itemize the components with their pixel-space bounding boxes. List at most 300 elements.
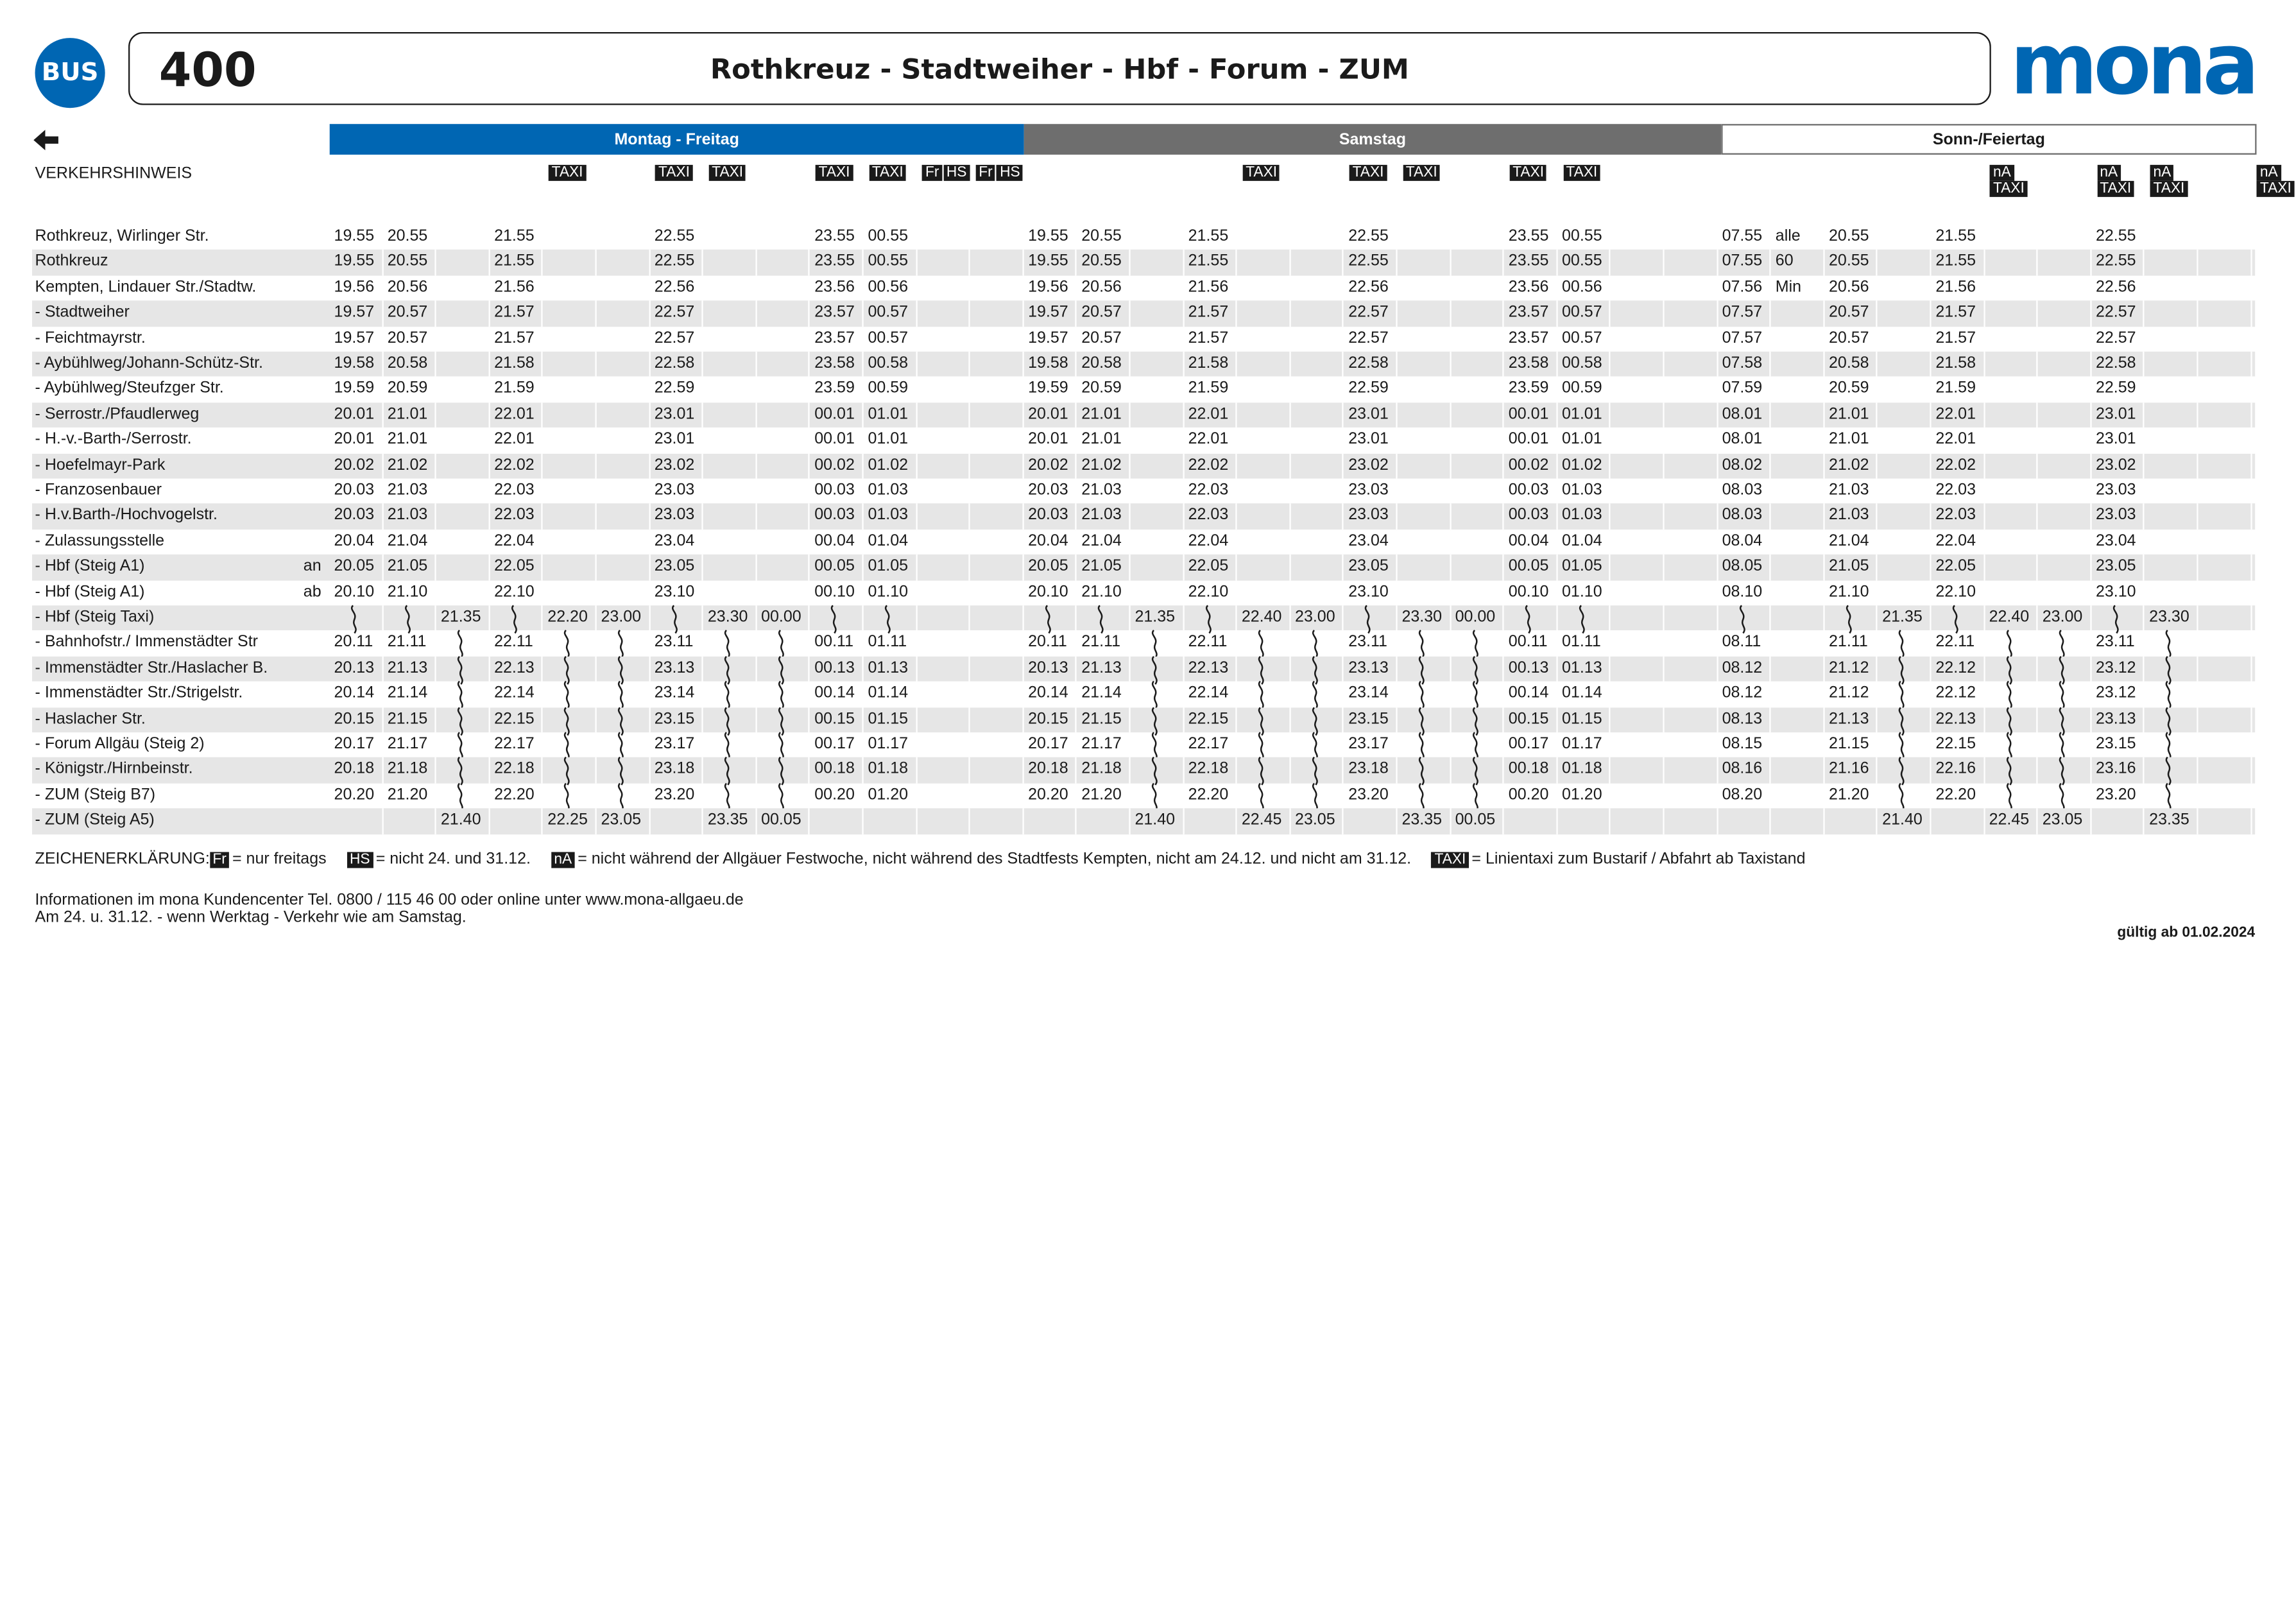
pass-through-squiggle: [1468, 732, 1483, 760]
time-cell: 00.00: [1451, 605, 1504, 631]
time-cell: 08.03: [1718, 504, 1771, 530]
time-cell: 23.01: [1348, 430, 1389, 449]
pass-through-squiggle: [561, 783, 576, 811]
column-note: [656, 165, 694, 181]
time-cell: [1290, 250, 1344, 276]
pass-through-squiggle: [828, 605, 843, 633]
pass-through-squiggle: [2002, 656, 2017, 684]
time-cell: 20.11: [1028, 633, 1067, 651]
time-cell: 21.17: [1081, 735, 1122, 753]
pass-through-squiggle: [1896, 631, 1910, 659]
pass-through-squiggle: [454, 732, 468, 760]
time-cell: [1290, 301, 1344, 327]
time-cell: [1451, 479, 1504, 504]
time-cell: [1985, 504, 2038, 530]
time-cell: [970, 453, 1024, 479]
pass-through-squiggle: [721, 732, 735, 760]
stop-name: - Hoefelmayr-Park: [35, 456, 166, 474]
time-cell: 07.59: [1722, 379, 1763, 398]
time-cell: [1878, 427, 1931, 453]
table-row: [32, 732, 2255, 758]
time-cell: 00.18: [1504, 758, 1557, 784]
time-cell: 21.04: [1829, 532, 1869, 550]
time-cell: 21.12: [1824, 656, 1878, 682]
time-cell: 00.14: [814, 684, 855, 702]
time-cell: [970, 758, 1024, 784]
time-cell: 23.35: [2145, 809, 2198, 834]
time-cell: 01.03: [868, 481, 909, 499]
time-cell: [1237, 275, 1290, 301]
time-cell: [1771, 377, 1824, 402]
time-cell: 21.01: [1824, 402, 1878, 428]
note-tag: nA: [2097, 165, 2121, 181]
time-cell: 21.02: [383, 453, 436, 479]
time-cell-pass: [1290, 656, 1344, 682]
pass-through-squiggle: [347, 605, 362, 633]
time-cell: [1878, 275, 1931, 301]
time-cell: [917, 809, 970, 834]
legend-text: = Linientaxi zum Bustarif / Abfahrt ab Taxistand: [1471, 850, 1806, 868]
time-cell: 22.59: [654, 379, 695, 398]
time-cell-pass: [436, 783, 490, 809]
time-cell: [1665, 682, 1718, 707]
time-cell: [2038, 377, 2091, 402]
time-cell: 22.45: [1985, 809, 2038, 834]
time-cell: [1985, 555, 2038, 580]
pass-through-squiggle: [2163, 707, 2177, 735]
time-cell: [1878, 504, 1931, 530]
time-cell-pass: [597, 783, 650, 809]
time-cell: 21.05: [1077, 555, 1130, 580]
time-cell: 00.05: [757, 809, 810, 834]
time-cell: [2145, 453, 2198, 479]
table-row: [32, 605, 2255, 631]
time-cell: 23.56: [1508, 278, 1549, 296]
time-cell: [970, 402, 1024, 428]
time-cell: [917, 377, 970, 402]
time-cell: 00.03: [1508, 481, 1549, 499]
time-cell: [1290, 275, 1344, 301]
time-cell: [1985, 479, 2038, 504]
time-cell: [2038, 479, 2091, 504]
time-cell: 01.15: [864, 707, 917, 733]
legend-item-hs: [347, 850, 530, 868]
time-cell-pass: [1878, 783, 1931, 809]
table-row: [32, 326, 2255, 352]
time-cell: [2198, 707, 2252, 733]
pass-through-squiggle: [775, 656, 789, 684]
pass-through-squiggle: [454, 656, 468, 684]
time-cell: [917, 427, 970, 453]
time-cell: 22.05: [1184, 555, 1237, 580]
time-cell: [703, 377, 757, 402]
time-cell: [1237, 225, 1290, 250]
time-cell-pass: [2145, 631, 2198, 657]
table-row: [32, 275, 2255, 301]
time-cell: 22.25: [543, 809, 596, 834]
time-cell: [757, 427, 810, 453]
time-cell: 23.35: [703, 809, 757, 834]
time-cell: 00.10: [1508, 583, 1549, 601]
time-cell: [436, 301, 490, 327]
time-cell-pass: [1024, 605, 1077, 631]
stop-name: - Feichtmayrstr.: [35, 329, 146, 347]
time-cell: 22.12: [1932, 656, 1985, 682]
time-cell: [1665, 402, 1718, 428]
legend-text: = nur freitags: [232, 850, 327, 868]
pass-through-squiggle: [2163, 656, 2177, 684]
time-cell-pass: [1290, 631, 1344, 657]
time-cell: 20.15: [1024, 707, 1077, 733]
time-cell: 23.59: [1508, 379, 1549, 398]
pass-through-squiggle: [1255, 707, 1269, 735]
time-cell: 22.03: [1932, 504, 1985, 530]
time-cell: 23.58: [810, 352, 863, 377]
time-cell: 21.11: [1829, 633, 1868, 651]
time-cell: 23.15: [2095, 735, 2136, 753]
time-cell: 20.58: [383, 352, 436, 377]
time-cell: [970, 530, 1024, 555]
time-cell: [1665, 631, 1718, 657]
stop-name: - Königstr./Hirnbeinstr.: [35, 761, 193, 779]
time-cell: 23.30: [703, 605, 757, 631]
header-sunday: Sonn-/Feiertag: [1721, 124, 2256, 155]
time-cell: [1611, 352, 1664, 377]
time-cell: [757, 225, 810, 250]
note-tag-row: [1243, 165, 1281, 181]
time-cell: [1611, 783, 1664, 809]
time-cell-pass: [1237, 631, 1290, 657]
bus-badge: BUS: [35, 38, 105, 108]
time-cell: [436, 250, 490, 276]
logo-text: mona: [2010, 15, 2256, 114]
time-cell: [1878, 377, 1931, 402]
time-cell: [917, 783, 970, 809]
time-cell: [597, 301, 650, 327]
time-cell: [2038, 352, 2091, 377]
time-cell: 20.58: [1077, 352, 1130, 377]
time-cell: 23.13: [650, 656, 703, 682]
time-cell: [970, 377, 1024, 402]
time-cell: 20.57: [383, 301, 436, 327]
time-cell: 23.03: [1348, 481, 1389, 499]
time-cell: 23.13: [2091, 707, 2145, 733]
time-cell: 22.55: [654, 227, 695, 245]
time-cell: [1611, 656, 1664, 682]
note-tag: TAXI: [1403, 165, 1440, 181]
column-note: [2257, 165, 2295, 197]
table-row: [32, 352, 2255, 377]
time-cell: [1290, 326, 1344, 352]
time-cell-pass: [2145, 758, 2198, 784]
time-cell: 22.04: [1188, 532, 1229, 550]
time-cell: 21.56: [1188, 278, 1229, 296]
stop-name: - Serrostr./Pfaudlerweg: [35, 405, 200, 423]
note-tag: TAXI: [1349, 165, 1387, 181]
time-cell: [2145, 250, 2198, 276]
time-cell: 22.02: [1932, 453, 1985, 479]
time-cell-pass: [2145, 656, 2198, 682]
time-cell: 01.04: [1562, 532, 1602, 550]
time-cell-pass: [703, 758, 757, 784]
stop-name: - ZUM (Steig A5): [35, 811, 155, 829]
time-cell: 00.58: [1557, 352, 1611, 377]
time-cell: [1611, 225, 1664, 250]
time-cell-pass: [1237, 707, 1290, 733]
time-cell: 19.56: [1028, 278, 1068, 296]
time-cell: [1237, 555, 1290, 580]
note-tag: HS: [997, 165, 1024, 181]
time-cell: 22.14: [494, 684, 535, 702]
time-cell: 21.57: [1932, 301, 1985, 327]
column-note: [1563, 165, 1602, 181]
time-cell: [703, 402, 757, 428]
pass-through-squiggle: [1468, 707, 1483, 735]
time-cell: alle: [1775, 227, 1801, 245]
pass-through-squiggle: [2002, 631, 2017, 659]
time-cell: 22.05: [490, 555, 543, 580]
time-cell: 23.57: [1504, 301, 1557, 327]
time-cell-pass: [597, 707, 650, 733]
time-cell: 20.56: [1081, 278, 1122, 296]
note-tag: TAXI: [549, 165, 586, 181]
table-row: [32, 402, 2255, 428]
time-cell: [1131, 427, 1184, 453]
time-cell: 23.05: [1290, 809, 1344, 834]
time-cell: 07.58: [1718, 352, 1771, 377]
time-cell: 01.02: [1557, 453, 1611, 479]
time-cell: 20.01: [1028, 430, 1068, 449]
pass-through-squiggle: [1468, 682, 1483, 709]
time-cell: [2198, 326, 2252, 352]
time-cell: [703, 530, 757, 555]
time-cell: [1771, 809, 1824, 834]
column-note: [922, 165, 971, 181]
time-cell: [757, 275, 810, 301]
column-note: [709, 165, 748, 181]
pass-through-squiggle: [614, 631, 629, 659]
time-cell: [703, 504, 757, 530]
time-cell: 21.10: [1081, 583, 1122, 601]
time-cell: [2198, 631, 2252, 657]
time-cell: 20.13: [1024, 656, 1077, 682]
time-cell: [1985, 453, 2038, 479]
time-cell: [1131, 377, 1184, 402]
note-tag: TAXI: [2097, 181, 2134, 197]
time-cell: [2038, 504, 2091, 530]
stop-name: - Forum Allgäu (Steig 2): [35, 735, 205, 753]
time-cell: 20.55: [1081, 227, 1122, 245]
stop-name: - H.-v.-Barth-/Serrostr.: [35, 430, 192, 449]
column-note: [976, 165, 1025, 181]
table-row: [32, 631, 2255, 657]
time-cell: 20.14: [1028, 684, 1068, 702]
table-row: [32, 682, 2255, 707]
note-tag: Fr: [976, 165, 996, 181]
time-cell: 23.03: [2091, 504, 2145, 530]
time-cell: 20.59: [1081, 379, 1122, 398]
time-cell: 23.05: [2091, 555, 2145, 580]
time-cell: [1985, 530, 2038, 555]
time-cell: [1665, 530, 1718, 555]
time-cell: 23.03: [654, 481, 695, 499]
time-cell: 22.20: [494, 786, 535, 804]
time-cell-pass: [1237, 732, 1290, 758]
time-cell: [436, 275, 490, 301]
time-cell: 20.56: [387, 278, 428, 296]
time-cell: [1878, 352, 1931, 377]
table-row: [32, 225, 2255, 250]
time-cell: [1290, 555, 1344, 580]
stop-name: - Aybühlweg/Johann-Schütz-Str.: [35, 354, 263, 372]
time-cell-pass: [1398, 758, 1451, 784]
column-note: [549, 165, 587, 181]
note-tag: TAXI: [1563, 165, 1600, 181]
time-cell: 20.55: [383, 250, 436, 276]
time-cell: 20.04: [1028, 532, 1068, 550]
time-cell-pass: [757, 656, 810, 682]
pass-through-squiggle: [454, 707, 468, 735]
time-cell: 21.56: [1935, 278, 1976, 296]
pass-through-squiggle: [1255, 758, 1269, 786]
pass-through-squiggle: [561, 732, 576, 760]
pass-through-squiggle: [1255, 732, 1269, 760]
pass-through-squiggle: [1148, 783, 1163, 811]
pass-through-squiggle: [2002, 758, 2017, 786]
time-cell: 23.20: [2095, 786, 2136, 804]
pass-through-squiggle: [721, 682, 735, 709]
pass-through-squiggle: [1148, 656, 1163, 684]
time-cell: [757, 530, 810, 555]
time-cell: [2038, 250, 2091, 276]
time-cell: [543, 580, 596, 606]
time-cell: [1665, 275, 1718, 301]
time-cell: 01.02: [864, 453, 917, 479]
time-cell: 23.56: [814, 278, 855, 296]
time-cell: [1771, 555, 1824, 580]
time-cell: 20.05: [330, 555, 383, 580]
time-cell-pass: [597, 732, 650, 758]
time-cell: [1131, 555, 1184, 580]
time-cell-pass: [543, 631, 596, 657]
time-cell: [2198, 656, 2252, 682]
pass-through-squiggle: [721, 707, 735, 735]
time-cell: [2038, 225, 2091, 250]
stop-name: - Zulassungsstelle: [35, 532, 165, 550]
time-cell: 21.18: [1077, 758, 1130, 784]
time-cell: 21.01: [383, 402, 436, 428]
time-cell: [917, 479, 970, 504]
time-cell: 23.05: [597, 809, 650, 834]
time-cell: 22.20: [1188, 786, 1229, 804]
time-cell: [2198, 504, 2252, 530]
time-cell: [1611, 504, 1664, 530]
pass-through-squiggle: [775, 707, 789, 735]
time-cell: 22.02: [490, 453, 543, 479]
time-cell-pass: [757, 732, 810, 758]
time-cell: [436, 453, 490, 479]
time-cell: [1665, 656, 1718, 682]
time-cell-pass: [1290, 732, 1344, 758]
time-cell: [1771, 402, 1824, 428]
time-cell: [436, 530, 490, 555]
time-cell-pass: [1451, 631, 1504, 657]
time-cell: 19.55: [334, 227, 375, 245]
time-cell: 21.55: [490, 250, 543, 276]
time-cell: [703, 301, 757, 327]
time-cell: [597, 326, 650, 352]
pass-through-squiggle: [1949, 605, 1964, 633]
time-cell: 23.04: [2095, 532, 2136, 550]
note-tag: nA: [2150, 165, 2174, 181]
time-cell: 20.15: [330, 707, 383, 733]
time-cell: 22.03: [494, 481, 535, 499]
time-cell: 23.15: [1344, 707, 1397, 733]
pass-through-squiggle: [1362, 605, 1376, 633]
time-cell: [970, 580, 1024, 606]
time-cell: [436, 479, 490, 504]
pass-through-squiggle: [1201, 605, 1216, 633]
time-cell: 01.17: [1562, 735, 1602, 753]
time-cell: 07.55: [1718, 250, 1771, 276]
stop-name: - Immenstädter Str./Haslacher B.: [35, 659, 268, 677]
time-cell: 23.57: [814, 329, 855, 347]
stop-name: - Aybühlweg/Steufzger Str.: [35, 379, 224, 398]
time-cell: [543, 555, 596, 580]
time-cell: [1237, 453, 1290, 479]
time-cell: 19.55: [1024, 250, 1077, 276]
time-cell-pass: [2145, 682, 2198, 707]
time-cell: [1398, 479, 1451, 504]
pass-through-squiggle: [561, 707, 576, 735]
time-cell: 23.55: [814, 227, 855, 245]
time-cell: 21.15: [1077, 707, 1130, 733]
time-cell: [970, 479, 1024, 504]
time-cell: [1771, 758, 1824, 784]
time-cell: [917, 250, 970, 276]
time-cell: [1290, 504, 1344, 530]
header-saturday: Samstag: [1024, 124, 1722, 155]
note-tag-row: [976, 165, 1025, 181]
time-cell: [2038, 530, 2091, 555]
time-cell: 08.12: [1718, 656, 1771, 682]
time-cell: [2198, 352, 2252, 377]
time-cell: 23.59: [814, 379, 855, 398]
time-cell-pass: [757, 783, 810, 809]
time-cell: 22.01: [1184, 402, 1237, 428]
time-cell-pass: [1451, 707, 1504, 733]
time-cell: [1878, 453, 1931, 479]
time-cell: 01.03: [1562, 481, 1602, 499]
time-cell: 23.55: [810, 250, 863, 276]
pass-through-squiggle: [721, 783, 735, 811]
time-cell: [1771, 783, 1824, 809]
time-cell: 23.11: [2095, 633, 2135, 651]
time-cell: 23.04: [1348, 532, 1389, 550]
time-cell: [2038, 402, 2091, 428]
time-cell: 22.13: [490, 656, 543, 682]
time-cell: [1398, 504, 1451, 530]
info-line: Informationen im mona Kundencenter Tel. 0800 / 115 46 00 oder online unter www.mona-allgaeu.de: [35, 891, 744, 909]
time-cell: 21.03: [1077, 504, 1130, 530]
time-cell: 23.00: [2038, 605, 2091, 631]
time-cell: 01.11: [868, 633, 907, 651]
time-cell: 20.05: [1024, 555, 1077, 580]
time-cell: 21.15: [383, 707, 436, 733]
time-cell: [917, 225, 970, 250]
time-cell: [2198, 301, 2252, 327]
time-cell: 23.57: [1508, 329, 1549, 347]
